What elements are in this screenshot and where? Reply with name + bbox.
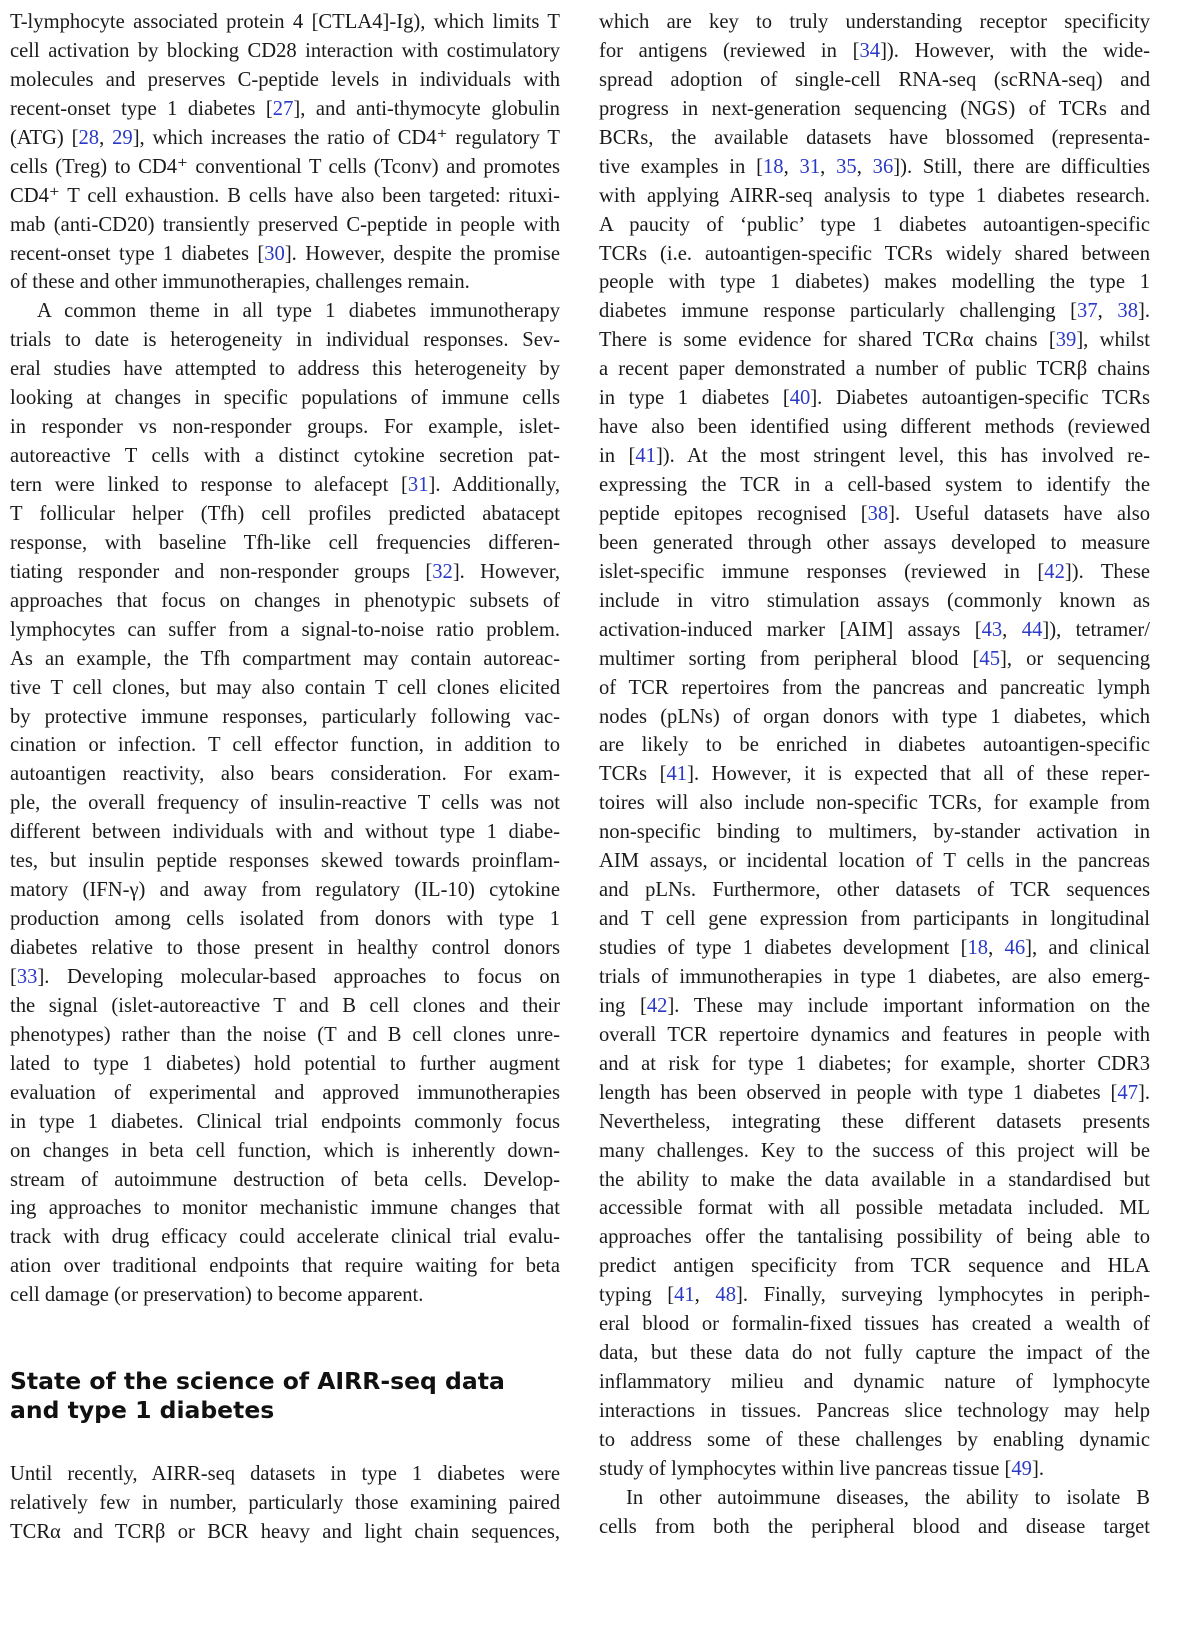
text-line: to address some of these challenges by enabling dynamic <box>599 1428 1150 1451</box>
text-line: phenotypes) rather than the noise (T and B cell clones unre- <box>10 1023 560 1046</box>
text-line: TCRs [41]. However, it is expected that all of these reper- <box>599 763 1151 786</box>
citation-link[interactable]: 41 <box>635 445 656 468</box>
section-heading-line-1: State of the science of AIRR-seq data <box>10 1367 505 1396</box>
text-line: typing [41, 48]. Finally, surveying lymphocytes in periph- <box>599 1284 1151 1307</box>
text-line: many challenges. Key to the success of this project will be <box>599 1139 1150 1162</box>
section-gap <box>10 1310 560 1367</box>
text-line: Until recently, AIRR-seq datasets in type 1 diabetes were <box>10 1463 560 1486</box>
text-line: tiating responder and non-responder groups [32]. However, <box>10 560 560 583</box>
right-column <box>599 8 1150 1542</box>
text-line: mab (anti-CD20) transiently preserved C-peptide in people with <box>10 213 560 236</box>
text-line: eral blood or formalin-fixed tissues has created a wealth of <box>599 1313 1150 1336</box>
citation-link[interactable]: 27 <box>272 97 294 120</box>
citation-link[interactable]: 40 <box>789 387 811 410</box>
text-line: cination or infection. T cell effector function, in addition to <box>10 734 560 757</box>
text-line: production among cells isolated from donors with type 1 <box>10 908 560 931</box>
text-line: ple, the overall frequency of insulin-reactive T cells was not <box>10 792 560 815</box>
text-line: for antigens (reviewed in [34]). However, with the wide- <box>599 39 1151 62</box>
text-line: toires will also include non-specific TCRs, for example from <box>599 792 1150 815</box>
citation-link[interactable]: 42 <box>1044 560 1065 583</box>
left-column <box>10 8 560 1547</box>
text-line: recent-onset type 1 diabetes [30]. However, despite the promise <box>10 242 560 265</box>
text-line: predict antigen specificity from TCR sequence and HLA <box>599 1255 1150 1278</box>
text-line: length has been observed in people with type 1 diabetes [47]. <box>599 1081 1150 1104</box>
citation-link[interactable]: 33 <box>16 965 38 988</box>
text-line: overall TCR repertoire dynamics and features in people with <box>599 1023 1150 1046</box>
text-line: autoantigen reactivity, also bears consideration. For exam- <box>10 763 560 786</box>
text-line: There is some evidence for shared TCRα chains [39], whilst <box>599 329 1150 352</box>
section-gap <box>10 1424 560 1460</box>
text-line: autoreactive T cells with a distinct cytokine secretion pat- <box>10 445 560 468</box>
text-line: cell activation by blocking CD28 interaction with costimulatory <box>10 39 560 62</box>
text-line: ation over traditional endpoints that require waiting for beta <box>10 1255 560 1278</box>
citation-link[interactable]: 42 <box>646 994 668 1017</box>
text-line: the signal (islet-autoreactive T and B cell clones and their <box>10 994 560 1017</box>
citation-link[interactable]: 31 <box>799 155 821 178</box>
text-line: multimer sorting from peripheral blood [45], or sequencing <box>599 647 1150 670</box>
text-line: of TCR repertoires from the pancreas and pancreatic lymph <box>599 676 1150 699</box>
citation-link[interactable]: 47 <box>1117 1081 1138 1104</box>
text-line: T-lymphocyte associated protein 4 [CTLA4]-Ig), which limits T <box>10 11 560 33</box>
text-line: As an example, the Tfh compartment may contain autoreac- <box>10 647 560 670</box>
text-line: tive examples in [18, 31, 35, 36]). Still, there are difficulties <box>599 155 1150 178</box>
text-line: in [41]). At the most stringent level, this has involved re- <box>599 445 1150 468</box>
text-line: BCRs, the available datasets have blossomed (representa- <box>599 126 1150 149</box>
text-line: accessible format with all possible metadata included. ML <box>599 1197 1150 1220</box>
text-line: in type 1 diabetes. Clinical trial endpoints commonly focus <box>10 1110 560 1133</box>
text-line: A common theme in all type 1 diabetes immunotherapy <box>37 300 560 323</box>
citation-link[interactable]: 41 <box>674 1284 695 1307</box>
text-line: the ability to make the data available in a standardised but <box>599 1168 1150 1191</box>
text-line: non-specific binding to multimers, by-stander activation in <box>599 821 1150 844</box>
citation-link[interactable]: 34 <box>859 39 881 62</box>
left-body-text <box>10 8 560 1310</box>
citation-link[interactable]: 48 <box>715 1284 736 1307</box>
text-line: track with drug efficacy could accelerate clinical trial evalu- <box>10 1226 560 1249</box>
text-line: ing [42]. These may include important information on the <box>599 994 1151 1017</box>
text-line: which are key to truly understanding receptor specificity <box>599 11 1150 33</box>
text-line: cells from both the peripheral blood and disease target <box>599 1515 1150 1538</box>
citation-link[interactable]: 38 <box>867 502 889 525</box>
text-line: spread adoption of single-cell RNA-seq (scRNA-seq) and <box>599 68 1150 91</box>
text-line: [33]. Developing molecular-based approaches to focus on <box>10 965 560 988</box>
text-line: a recent paper demonstrated a number of public TCRβ chains <box>599 358 1150 381</box>
text-line: peptide epitopes recognised [38]. Useful datasets have also <box>599 502 1151 525</box>
text-line: In other autoimmune diseases, the ability to isolate B <box>626 1486 1150 1509</box>
text-line: matory (IFN-γ) and away from regulatory (IL-10) cytokine <box>10 879 560 902</box>
text-line: evaluation of experimental and approved immunotherapies <box>10 1081 560 1104</box>
text-line: progress in next-generation sequencing (NGS) of TCRs and <box>599 97 1150 120</box>
text-line: recent-onset type 1 diabetes [27], and anti-thymocyte globulin <box>10 97 560 120</box>
citation-link[interactable]: 30 <box>264 242 285 265</box>
text-line: are likely to be enriched in diabetes autoantigen-specific <box>599 734 1150 757</box>
text-line: relatively few in number, particularly those examining paired <box>10 1492 560 1515</box>
citation-link[interactable]: 36 <box>872 155 894 178</box>
text-line: tes, but insulin peptide responses skewed towards proinflam- <box>10 850 560 873</box>
citation-link[interactable]: 46 <box>1004 937 1026 959</box>
text-line: in type 1 diabetes [40]. Diabetes autoantigen-specific TCRs <box>599 387 1151 410</box>
text-line: lymphocytes can suffer from a signal-to-noise ratio problem. <box>10 618 560 641</box>
text-line: trials of immunotherapies in type 1 diabetes, are also emerg- <box>599 965 1150 988</box>
text-line: people with type 1 diabetes) makes modelling the type 1 <box>599 271 1150 294</box>
text-line: AIM assays, or incidental location of T cells in the pancreas <box>599 850 1150 873</box>
text-line: diabetes immune response particularly challenging [37, 38]. <box>599 300 1151 323</box>
text-line: cell damage (or preservation) to become apparent. <box>10 1284 424 1307</box>
text-line: include in vitro stimulation assays (commonly known as <box>599 589 1150 612</box>
text-line: diabetes relative to those present in healthy control donors <box>10 937 560 959</box>
text-line: have also been identified using different methods (reviewed <box>599 416 1150 439</box>
text-line: TCRs (i.e. autoantigen-specific TCRs widely shared between <box>599 242 1150 265</box>
text-line: and T cell gene expression from participants in longitudinal <box>599 908 1150 931</box>
citation-link[interactable]: 31 <box>407 474 429 496</box>
citation-link[interactable]: 29 <box>112 126 133 149</box>
text-line: and pLNs. Furthermore, other datasets of TCR sequences <box>599 879 1150 902</box>
text-line: tive T cell clones, but may also contain T cell clones elicited <box>10 676 560 699</box>
text-line: eral studies have attempted to address this heterogeneity by <box>10 358 560 381</box>
citation-link[interactable]: 43 <box>981 618 1003 641</box>
text-line: different between individuals with and without type 1 diabe- <box>10 821 560 844</box>
text-line: activation-induced marker [AIM] assays [43, 44]), tetramer/ <box>599 618 1150 641</box>
citation-link[interactable]: 37 <box>1077 300 1098 323</box>
text-line: inflammatory milieu and dynamic nature of lymphocyte <box>599 1371 1150 1394</box>
text-line: molecules and preserves C-peptide levels in individuals with <box>10 68 560 91</box>
citation-link[interactable]: 44 <box>1021 618 1043 641</box>
text-line: by protective immune responses, particularly following vac- <box>10 705 560 728</box>
citation-link[interactable]: 45 <box>979 647 1001 670</box>
citation-link[interactable]: 32 <box>432 560 453 583</box>
text-line: ing approaches to monitor mechanistic immune changes that <box>10 1197 560 1220</box>
text-line: approaches that focus on changes in phenotypic subsets of <box>10 589 560 612</box>
left-body-text-after-heading <box>10 1460 560 1547</box>
text-line: T follicular helper (Tfh) cell profiles predicted abatacept <box>10 502 560 525</box>
text-line: on changes in beta cell function, which is inherently down- <box>10 1139 560 1162</box>
text-line: data, but these data do not fully capture the impact of the <box>599 1342 1150 1365</box>
text-line: islet-specific immune responses (reviewed in [42]). These <box>599 560 1150 583</box>
text-line: in responder vs non-responder groups. For example, islet- <box>10 416 560 439</box>
citation-link[interactable]: 18 <box>762 155 784 178</box>
citation-link[interactable]: 18 <box>967 937 989 959</box>
right-body-text <box>599 8 1150 1542</box>
text-line: with applying AIRR-seq analysis to type 1 diabetes research. <box>599 184 1150 207</box>
text-line: CD4⁺ T cell exhaustion. B cells have also been targeted: rituxi- <box>10 184 560 207</box>
text-line: cells (Treg) to CD4⁺ conventional T cells (Tconv) and promotes <box>10 155 560 178</box>
text-line: nodes (pLNs) of organ donors with type 1 diabetes, which <box>599 705 1150 728</box>
citation-link[interactable]: 39 <box>1055 329 1077 352</box>
text-line: stream of autoimmune destruction of beta cells. Develop- <box>10 1168 560 1191</box>
citation-link[interactable]: 49 <box>1011 1457 1032 1480</box>
text-line: A paucity of ‘public’ type 1 diabetes autoantigen-specific <box>599 213 1150 236</box>
text-line: of these and other immunotherapies, challenges remain. <box>10 271 470 294</box>
text-line: response, with baseline Tfh-like cell frequencies differen- <box>10 531 560 554</box>
section-heading <box>10 1367 560 1424</box>
text-line: been generated through other assays developed to measure <box>599 531 1150 554</box>
text-line: trials to date is heterogeneity in individual responses. Sev- <box>10 329 560 352</box>
citation-link[interactable]: 28 <box>78 126 100 149</box>
text-line: TCRα and TCRβ or BCR heavy and light chain sequences, <box>10 1521 560 1544</box>
text-line: interactions in tissues. Pancreas slice technology may help <box>599 1400 1150 1422</box>
section-heading-line-2: and type 1 diabetes <box>10 1395 275 1424</box>
citation-link[interactable]: 41 <box>666 763 688 786</box>
text-line: tern were linked to response to alefacept [31]. Additionally, <box>10 474 561 496</box>
text-line: studies of type 1 diabetes development [18, 46], and clinical <box>599 937 1151 959</box>
citation-link[interactable]: 35 <box>836 155 857 178</box>
citation-link[interactable]: 38 <box>1117 300 1138 323</box>
text-line: lated to type 1 diabetes) hold potential to further augment <box>10 1052 560 1075</box>
text-line: and at risk for type 1 diabetes; for example, shorter CDR3 <box>599 1052 1150 1075</box>
text-line: Nevertheless, integrating these different datasets presents <box>599 1110 1150 1133</box>
text-line: expressing the TCR in a cell-based system to identify the <box>599 474 1150 496</box>
text-line: study of lymphocytes within live pancreas tissue [49]. <box>599 1457 1044 1480</box>
text-line: (ATG) [28, 29], which increases the ratio of CD4⁺ regulatory T <box>10 126 561 149</box>
text-line: looking at changes in specific populations of immune cells <box>10 387 560 410</box>
text-line: approaches offer the tantalising possibility of being able to <box>599 1226 1150 1249</box>
